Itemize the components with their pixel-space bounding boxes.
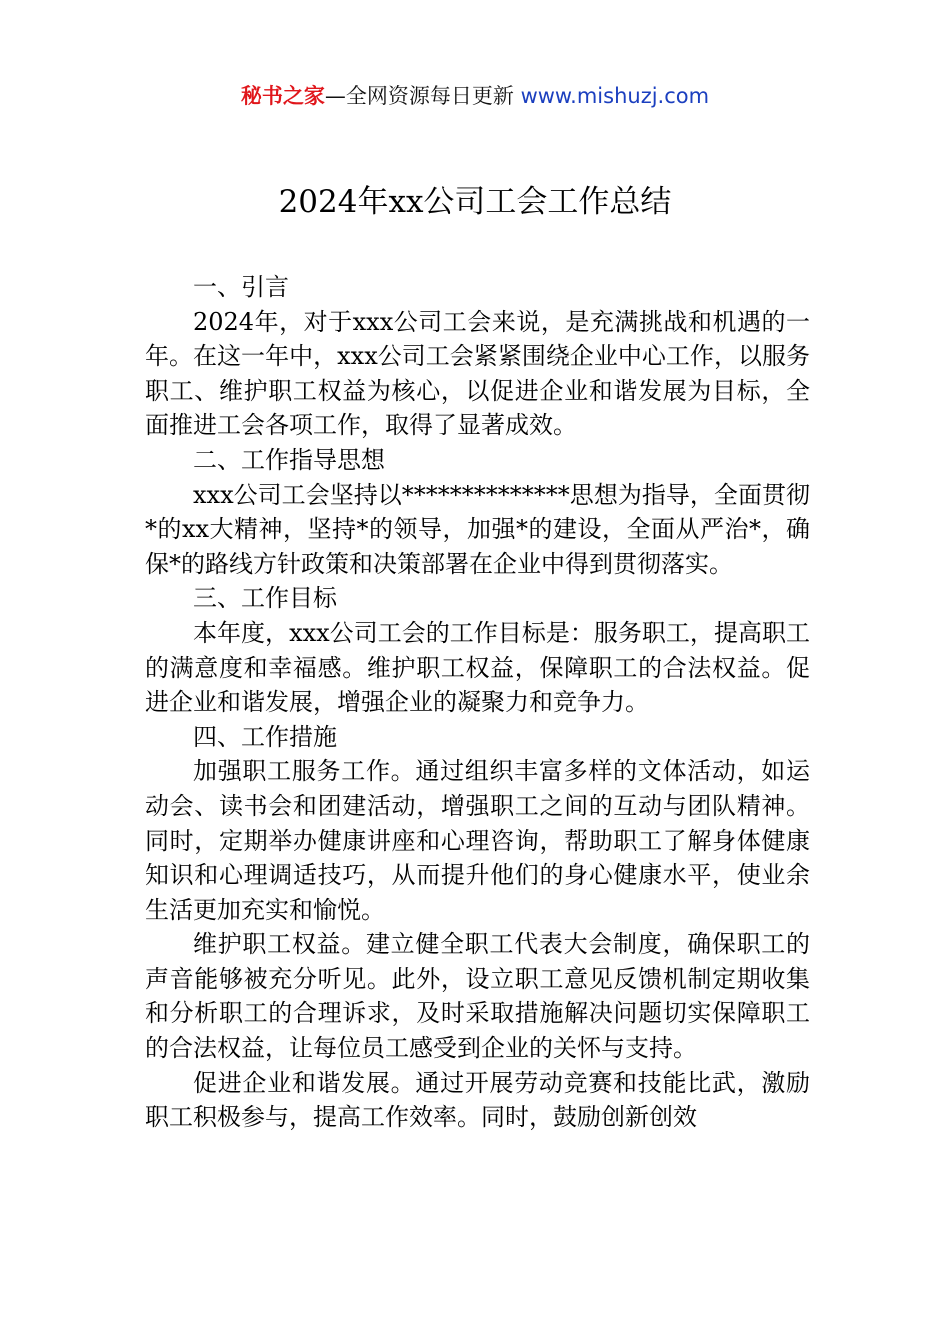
section-heading-guiding-thought: 二、工作指导思想 [193,445,385,474]
paragraph-rights: 维护职工权益。建立健全职工代表大会制度，确保职工的声音能够被充分听见。此外，设立职工意见反馈机制定期收集和分析职工的合理诉求，及时采取措施解决问题切实保障职工的合法权益，让每位员工感受到企业的关怀与支持。 [145,930,810,1063]
site-tagline: —全网资源每日更新 [324,84,514,108]
paragraph-guiding-thought: xxx公司工会坚持以**************思想为指导，全面贯彻*的xx大精神，坚持*的领导，加强*的建设，全面从严治*，确保*的路线方针政策和决策部署在企业中得到贯彻落实。 [145,480,810,578]
paragraph-service: 加强职工服务工作。通过组织丰富多样的文体活动，如运动会、读书会和团建活动，增强职工之间的互动与团队精神。同时，定期举办健康讲座和心理咨询，帮助职工了解身体健康知识和心理调适技巧，从而提升他们的身心健康水平，使业余生活更加充实和愉悦。 [145,757,810,924]
paragraph-harmony: 促进企业和谐发展。通过开展劳动竞赛和技能比武，激励职工积极参与，提高工作效率。同时，鼓励创新创效 [145,1068,810,1132]
section-heading-intro: 一、引言 [193,273,289,301]
site-url-link[interactable]: www.mishuzj.com [520,84,710,108]
paragraph-goals: 本年度，xxx公司工会的工作目标是：服务职工，提高职工的满意度和幸福感。维护职工权益，保障职工的合法权益。促进企业和谐发展，增强企业的凝聚力和竞争力。 [145,618,810,717]
document-body [145,270,810,1135]
site-brand: 秘书之家 [240,84,325,108]
section-heading-goals: 三、工作目标 [193,584,337,613]
document-title: 2024年xx公司工会工作总结 [278,184,672,220]
site-header [0,80,950,112]
paragraph-intro: 2024年，对于xxx公司工会来说，是充满挑战和机遇的一年。在这一年中，xxx公司工会紧紧围绕企业中心工作，以服务职工、维护职工权益为核心，以促进企业和谐发展为目标，全面推进工会各项工作，取得了显著成效。 [145,307,810,440]
section-heading-measures: 四、工作措施 [193,722,337,751]
